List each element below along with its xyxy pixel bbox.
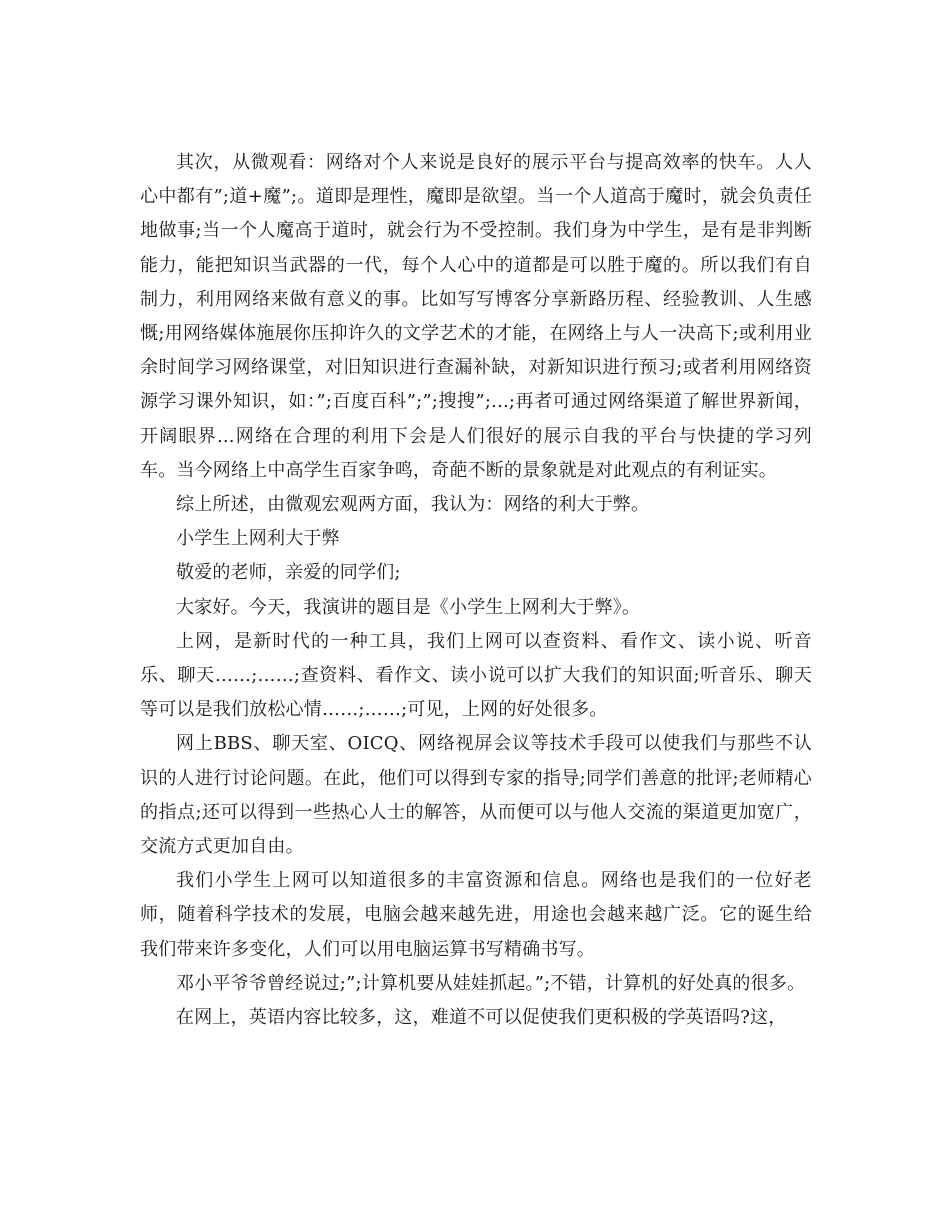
paragraph-conclusion: 综上所述，由微观宏观两方面，我认为：网络的利大于弊。	[176, 494, 650, 516]
document-page	[140, 146, 812, 1035]
paragraph-english: 在网上，英语内容比较多，这，难道不可以促使我们更积极的学英语吗?这，	[176, 1007, 787, 1029]
paragraph-bbs-chat: 网上BBS、聊天室、OICQ、网络视屏会议等技术手段可以使我们与那些不认识的人进行讨论问题。在此，他们可以得到专家的指导;同学们善意的批评;老师精心的指点;还可以得到一些热心人士的解答，从而便可以与他人交流的渠道更加宽广，交流方式更加自由。	[140, 733, 812, 858]
speech-salutation: 敬爱的老师，亲爱的同学们;	[176, 562, 401, 584]
speech-title: 小学生上网利大于弊	[176, 528, 340, 550]
paragraph-resources: 我们小学生上网可以知道很多的丰富资源和信息。网络也是我们的一位好老师，随着科学技术的发展，电脑会越来越先进，用途也会越来越广泛。它的诞生给我们带来许多变化，人们可以用电脑运算书写精确书写。	[140, 870, 812, 960]
paragraph-deng-quote: 邓小平爷爷曾经说过;”;计算机要从娃娃抓起。”;不错，计算机的好处真的很多。	[176, 972, 806, 994]
paragraph-internet-tool: 上网，是新时代的一种工具，我们上网可以查资料、看作文、读小说、听音乐、聊天……;……;查资料、看作文、读小说可以扩大我们的知识面;听音乐、聊天等可以是我们放松心情……;……;可见，上网的好处很多。	[140, 630, 812, 721]
paragraph-greeting: 大家好。今天，我演讲的题目是《小学生上网利大于弊》。	[176, 596, 641, 618]
paragraph-micro-view: 其次，从微观看：网络对个人来说是良好的展示平台与提高效率的快车。人人心中都有”;道+魔”;。道即是理性，魔即是欲望。当一个人道高于魔时，就会负责任地做事;当一个人魔高于道时，就会行为不受控制。我们身为中学生，是有是非判断能力，能把知识当武器的一代，每个人心中的道都是可以胜于魔的。所以我们有自制力，利用网络来做有意义的事。比如写写博客分享新路历程、经验教训、人生感慨;用网络媒体施展你压抑许久的文学艺术的才能，在网络上与人一决高下;或利用业余时间学习网络课堂，对旧知识进行查漏补缺，对新知识进行预习;或者利用网络资源学习课外知识，如：”;百度百科”;”;搜搜”;...;再者可通过网络渠道了解世界新闻，开阔眼界...网络在合理的利用下会是人们很好的展示自我的平台与快捷的学习列车。当今网络上中高学生百家争鸣，奇葩不断的景象就是对此观点的有利证实。	[140, 152, 812, 481]
